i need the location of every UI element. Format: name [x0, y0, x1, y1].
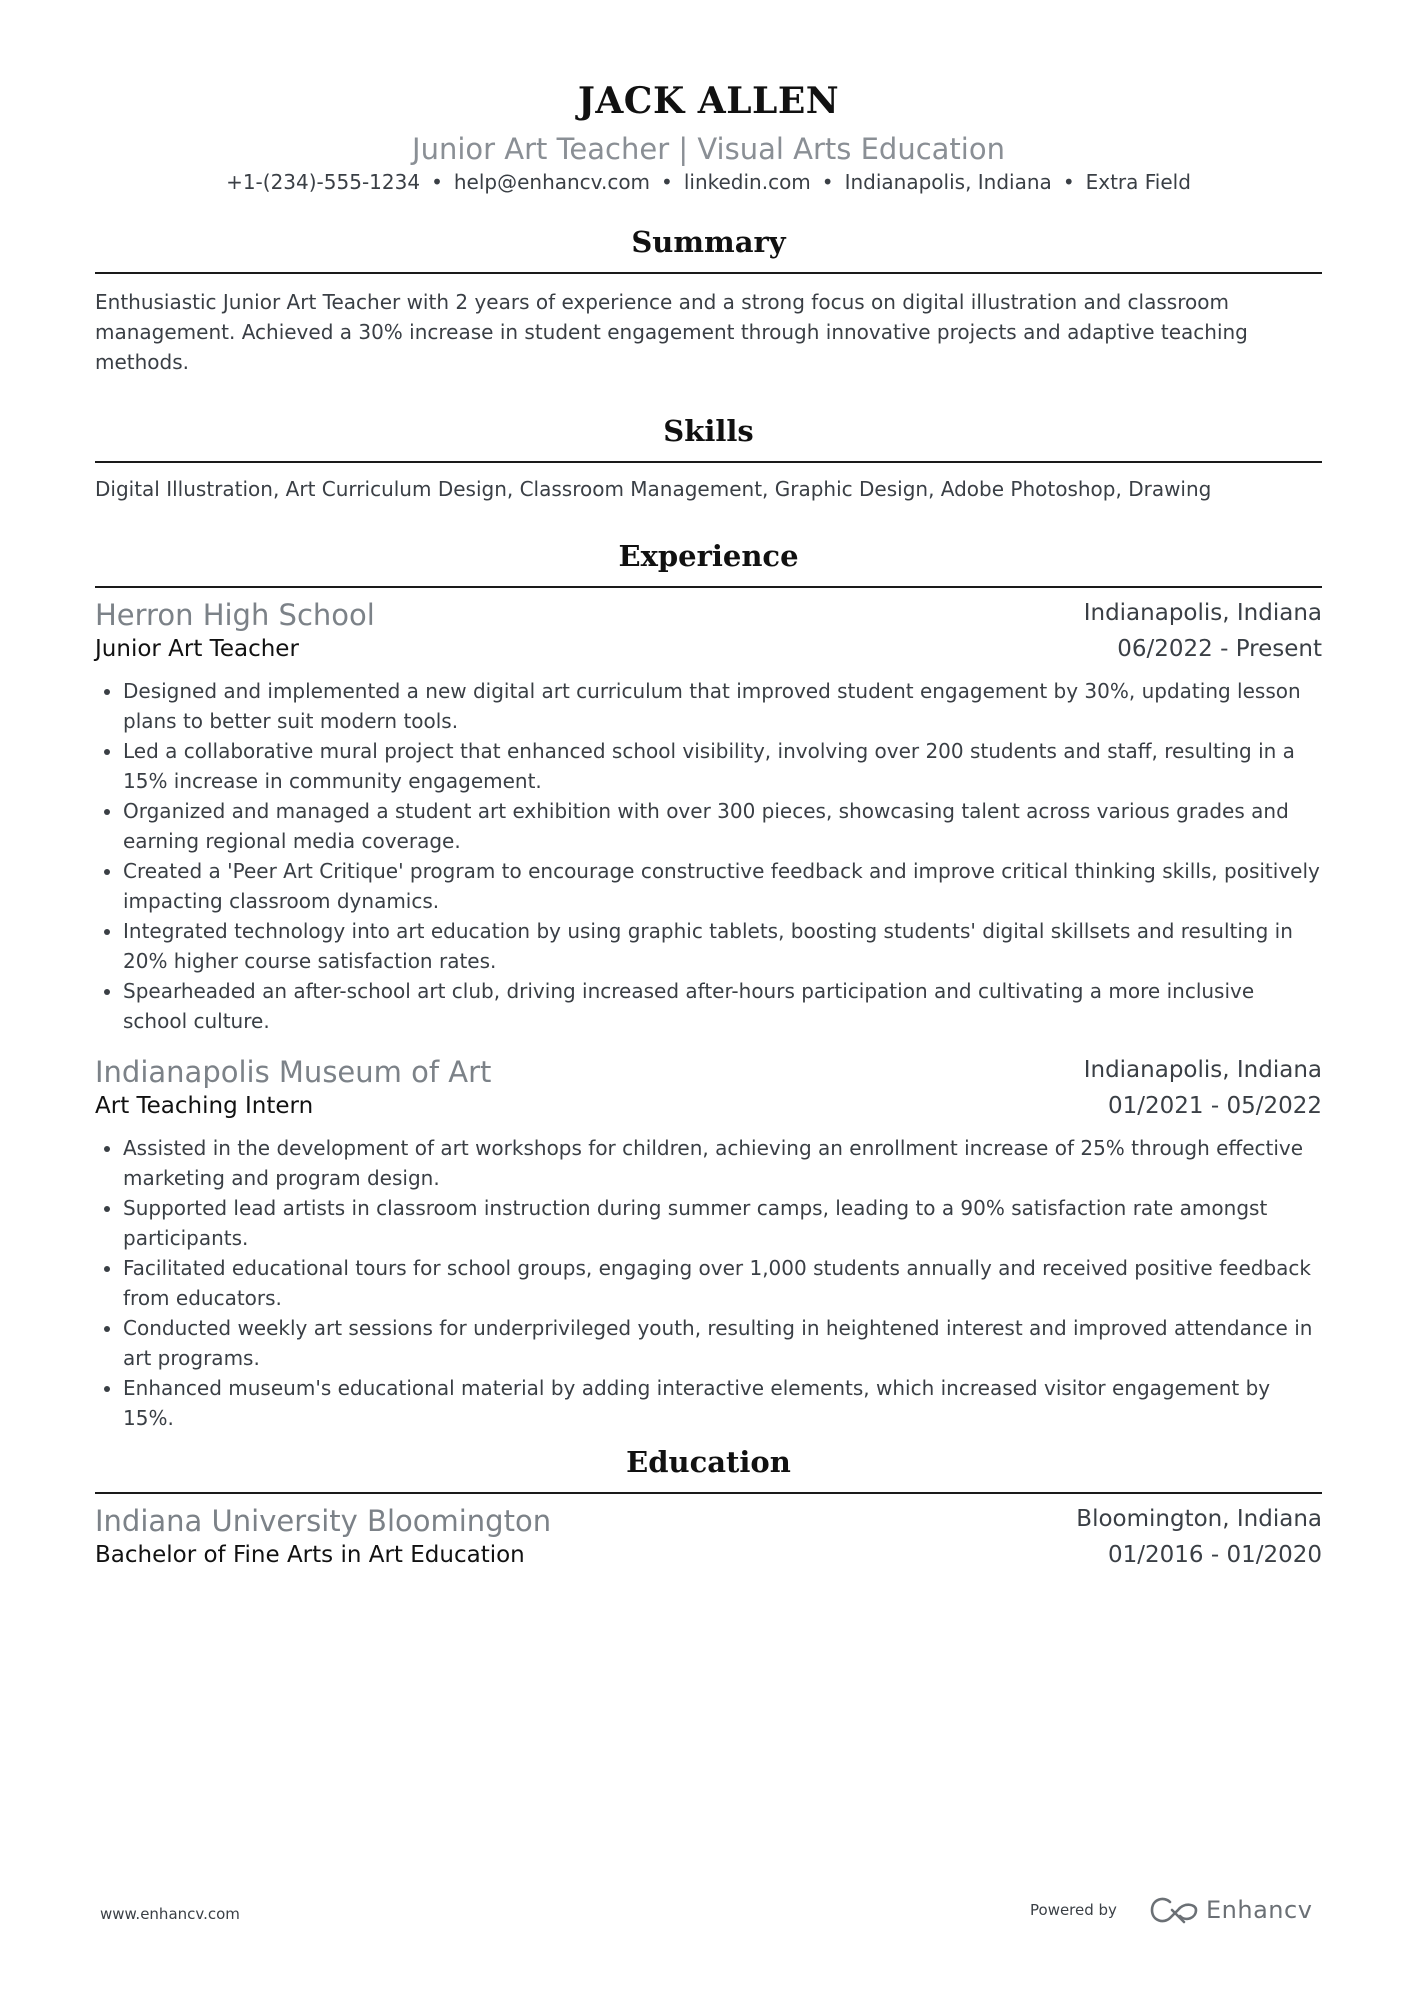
- contact-linkedin[interactable]: linkedin.com: [683, 170, 811, 194]
- education-divider: [95, 1492, 1322, 1494]
- school-location: Bloomington, Indiana: [1076, 1506, 1322, 1532]
- skills-text: Digital Illustration, Art Curriculum Design, Classroom Management, Graphic Design, Adobe Photoshop, Drawing: [95, 477, 1212, 501]
- separator-dot: •: [1062, 170, 1075, 194]
- enhancv-logo-icon: [1150, 1896, 1198, 1924]
- job-role: Junior Art Teacher: [95, 636, 299, 662]
- candidate-title: Junior Art Teacher | Visual Arts Education: [412, 132, 1005, 166]
- footer-website-link[interactable]: www.enhancv.com: [100, 1905, 240, 1923]
- experience-divider: [95, 586, 1322, 588]
- job-location: Indianapolis, Indiana: [1083, 1057, 1322, 1083]
- contact-phone: +1-(234)-555-1234: [226, 170, 421, 194]
- school-name: Indiana University Bloomington: [95, 1504, 552, 1538]
- enhancv-brand[interactable]: [1150, 1893, 1312, 1927]
- degree-name: Bachelor of Fine Arts in Art Education: [95, 1542, 525, 1568]
- bullet-item: Integrated technology into art education by using graphic tablets, boosting students' digital skillsets and resulting in 20% higher course satisfaction rates.: [95, 916, 1322, 976]
- job-bullets: [95, 1133, 1322, 1433]
- experience-heading: Experience: [618, 539, 799, 573]
- contact-email[interactable]: help@enhancv.com: [453, 170, 651, 194]
- employer-name: Indianapolis Museum of Art: [95, 1055, 492, 1089]
- job-bullets: [95, 676, 1322, 1036]
- bullet-item: Conducted weekly art sessions for underprivileged youth, resulting in heightened interest and improved attendance in art programs.: [95, 1313, 1322, 1373]
- summary-divider: [95, 272, 1322, 274]
- contact-line: [95, 170, 1322, 194]
- bullet-item: Designed and implemented a new digital art curriculum that improved student engagement by 30%, updating lesson plans to better suit modern tools.: [95, 676, 1322, 736]
- job-location: Indianapolis, Indiana: [1083, 600, 1322, 626]
- job-dates: 06/2022 - Present: [1117, 636, 1322, 662]
- separator-dot: •: [431, 170, 443, 194]
- bullet-item: Created a 'Peer Art Critique' program to encourage constructive feedback and improve critical thinking skills, positively impacting classroom dynamics.: [95, 856, 1322, 916]
- bullet-item: Assisted in the development of art workshops for children, achieving an enrollment increase of 25% through effective marketing and program design.: [95, 1133, 1322, 1193]
- bullet-item: Organized and managed a student art exhibition with over 300 pieces, showcasing talent across various grades and earning regional media coverage.: [95, 796, 1322, 856]
- separator-dot: •: [661, 170, 673, 194]
- education-entry: [95, 1504, 1322, 1578]
- powered-by-label: Powered by: [1030, 1901, 1117, 1919]
- experience-entry: [95, 1055, 1322, 1433]
- bullet-item: Led a collaborative mural project that enhanced school visibility, involving over 200 students and staff, resulting in a 15% increase in community engagement.: [95, 736, 1322, 796]
- employer-name: Herron High School: [95, 598, 375, 632]
- summary-heading: Summary: [631, 225, 786, 259]
- education-dates: 01/2016 - 01/2020: [1107, 1542, 1322, 1568]
- skills-heading: Skills: [663, 414, 754, 448]
- brand-name: Enhancv: [1206, 1896, 1313, 1924]
- contact-location: Indianapolis, Indiana: [844, 170, 1052, 194]
- bullet-item: Supported lead artists in classroom instruction during summer camps, leading to a 90% satisfaction rate amongst participants.: [95, 1193, 1322, 1253]
- bullet-item: Enhanced museum's educational material by adding interactive elements, which increased visitor engagement by 15%.: [95, 1373, 1322, 1433]
- skills-divider: [95, 461, 1322, 463]
- job-dates: 01/2021 - 05/2022: [1107, 1093, 1322, 1119]
- separator-dot: •: [821, 170, 834, 194]
- summary-text: Enthusiastic Junior Art Teacher with 2 years of experience and a strong focus on digital illustration and classroom management. Achieved a 30% increase in student engagement through innovative projects and adaptive teaching methods.: [95, 290, 1248, 374]
- education-heading: Education: [626, 1445, 791, 1479]
- experience-entry: [95, 598, 1322, 1036]
- bullet-item: Spearheaded an after-school art club, driving increased after-hours participation and cultivating a more inclusive school culture.: [95, 976, 1322, 1036]
- contact-extra: Extra Field: [1085, 170, 1191, 194]
- bullet-item: Facilitated educational tours for school groups, engaging over 1,000 students annually and received positive feedback from educators.: [95, 1253, 1322, 1313]
- job-role: Art Teaching Intern: [95, 1093, 314, 1119]
- candidate-name: JACK ALLEN: [577, 80, 840, 122]
